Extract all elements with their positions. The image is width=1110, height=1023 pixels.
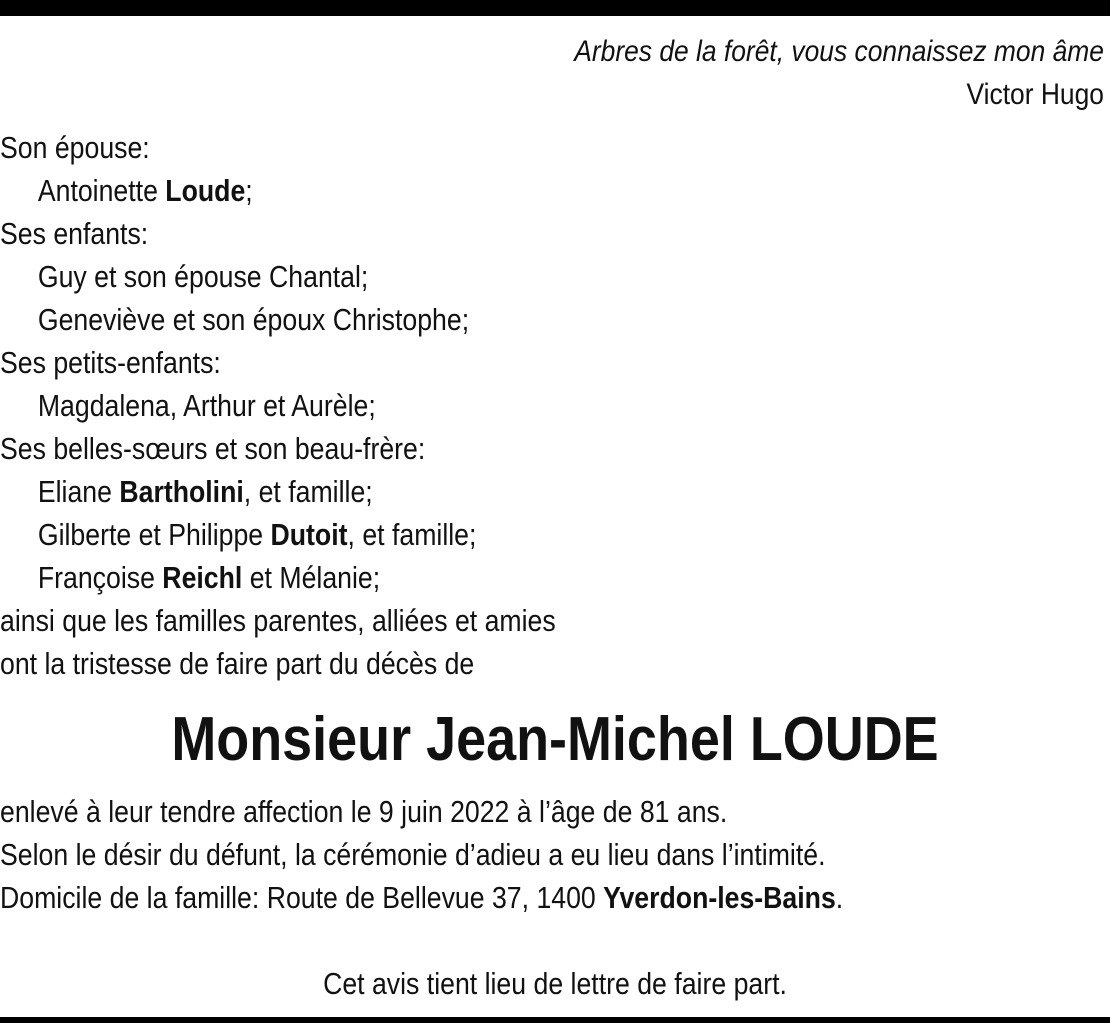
domicile-line bbox=[0, 876, 1075, 919]
spouse-heading: Son épouse: bbox=[0, 130, 150, 165]
grandchildren-line: Magdalena, Arthur et Aurèle; bbox=[37, 388, 376, 423]
domicile-city: Yverdon-les-Bains bbox=[603, 880, 836, 915]
inlaw-last-name: Dutoit bbox=[270, 517, 348, 552]
ceremony-line: Selon le désir du défunt, la cérémonie d’adieu a eu lieu dans l’intimité. bbox=[0, 837, 826, 872]
announcement-line: ont la tristesse de faire part du décès de bbox=[0, 646, 475, 681]
inlaw-suffix: et Mélanie; bbox=[242, 560, 381, 595]
domicile-suffix: . bbox=[835, 880, 844, 915]
inlaw-line bbox=[0, 513, 1075, 556]
grandchildren-heading: Ses petits-enfants: bbox=[0, 345, 221, 380]
spouse-last-name: Loude bbox=[165, 173, 246, 208]
top-border bbox=[0, 0, 1110, 16]
details-block bbox=[0, 790, 1075, 919]
family-list bbox=[0, 126, 1075, 685]
inlaw-line bbox=[0, 470, 1075, 513]
inlaw-last-name: Bartholini bbox=[119, 474, 244, 509]
inlaw-suffix: , et famille; bbox=[347, 517, 477, 552]
domicile-address: Domicile de la famille: Route de Bellevue 37, 1400 bbox=[0, 880, 604, 915]
child-line: Geneviève et son époux Christophe; bbox=[37, 302, 470, 337]
inlaw-line bbox=[0, 556, 1075, 599]
death-date-line: enlevé à leur tendre affection le 9 juin 2022 à l’âge de 81 ans. bbox=[0, 794, 728, 829]
footer-note: Cet avis tient lieu de lettre de faire part. bbox=[323, 966, 787, 1001]
epigraph-quote: Arbres de la forêt, vous connaissez mon âme bbox=[574, 35, 1104, 68]
inlaws-heading: Ses belles-sœurs et son beau-frère: bbox=[0, 431, 426, 466]
spouse-line bbox=[0, 169, 1075, 212]
epigraph-author: Victor Hugo bbox=[966, 78, 1104, 111]
inlaw-suffix: , et famille; bbox=[243, 474, 373, 509]
spouse-suffix: ; bbox=[245, 173, 253, 208]
epigraph bbox=[574, 30, 1104, 116]
spouse-first-name: Antoinette bbox=[37, 173, 166, 208]
extended-family-line: ainsi que les familles parentes, alliées et amies bbox=[0, 603, 556, 638]
inlaw-last-name: Reichl bbox=[162, 560, 243, 595]
deceased-name: Monsieur Jean-Michel LOUDE bbox=[171, 705, 939, 774]
child-line: Guy et son épouse Chantal; bbox=[37, 259, 369, 294]
inlaw-first-name: Eliane bbox=[37, 474, 120, 509]
bottom-border bbox=[0, 1017, 1110, 1023]
children-heading: Ses enfants: bbox=[0, 216, 149, 251]
inlaw-first-name: Gilberte et Philippe bbox=[37, 517, 271, 552]
inlaw-first-name: Françoise bbox=[37, 560, 163, 595]
